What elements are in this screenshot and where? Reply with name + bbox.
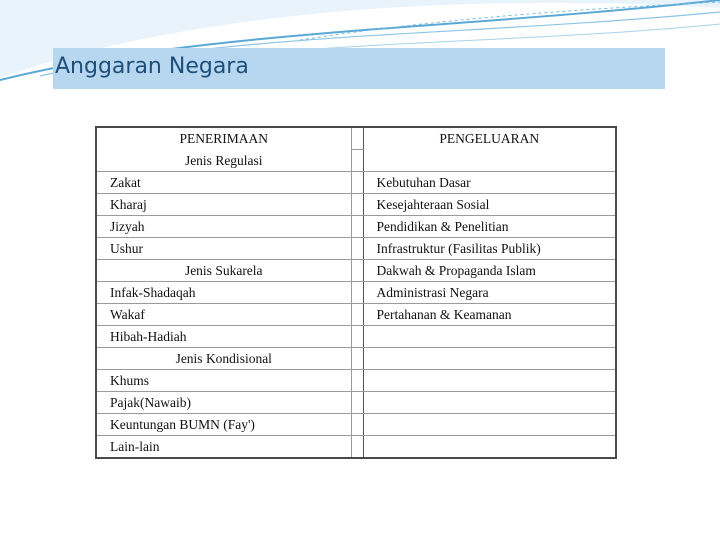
penerimaan-item: Infak-Shadaqah [96,282,351,304]
pengeluaran-header: PENGELUARAN [363,127,616,150]
penerimaan-item: Keuntungan BUMN (Fay') [96,414,351,436]
penerimaan-item: Hibah-Hadiah [96,326,351,348]
table-row [96,414,616,436]
slide-title: Anggaran Negara [55,54,249,79]
section-heading-regulasi: Jenis Regulasi [96,150,351,172]
pengeluaran-item: Dakwah & Propaganda Islam [363,260,616,282]
pengeluaran-item: Infrastruktur (Fasilitas Publik) [363,238,616,260]
penerimaan-item: Lain-lain [96,436,351,459]
table-row [96,216,616,238]
penerimaan-item: Ushur [96,238,351,260]
table-row [96,150,616,172]
title-bar [53,48,665,89]
section-heading-kondisional: Jenis Kondisional [96,348,351,370]
penerimaan-item: Pajak(Nawaib) [96,392,351,414]
table-row [96,348,616,370]
table-row [96,370,616,392]
budget-table [95,126,617,459]
penerimaan-item: Jizyah [96,216,351,238]
table-row [96,326,616,348]
pengeluaran-item: Kesejahteraan Sosial [363,194,616,216]
section-heading-sukarela: Jenis Sukarela [96,260,351,282]
table-row [96,304,616,326]
table-row [96,436,616,459]
pengeluaran-item: Administrasi Negara [363,282,616,304]
penerimaan-item: Khums [96,370,351,392]
table-row [96,194,616,216]
table-row [96,282,616,304]
table-row [96,238,616,260]
penerimaan-item: Zakat [96,172,351,194]
table-row [96,172,616,194]
pengeluaran-item: Pertahanan & Keamanan [363,304,616,326]
table-row [96,260,616,282]
table-row [96,127,616,150]
pengeluaran-item: Pendidikan & Penelitian [363,216,616,238]
pengeluaran-item: Kebutuhan Dasar [363,172,616,194]
penerimaan-header: PENERIMAAN [96,127,351,150]
table-row [96,392,616,414]
penerimaan-item: Kharaj [96,194,351,216]
penerimaan-item: Wakaf [96,304,351,326]
